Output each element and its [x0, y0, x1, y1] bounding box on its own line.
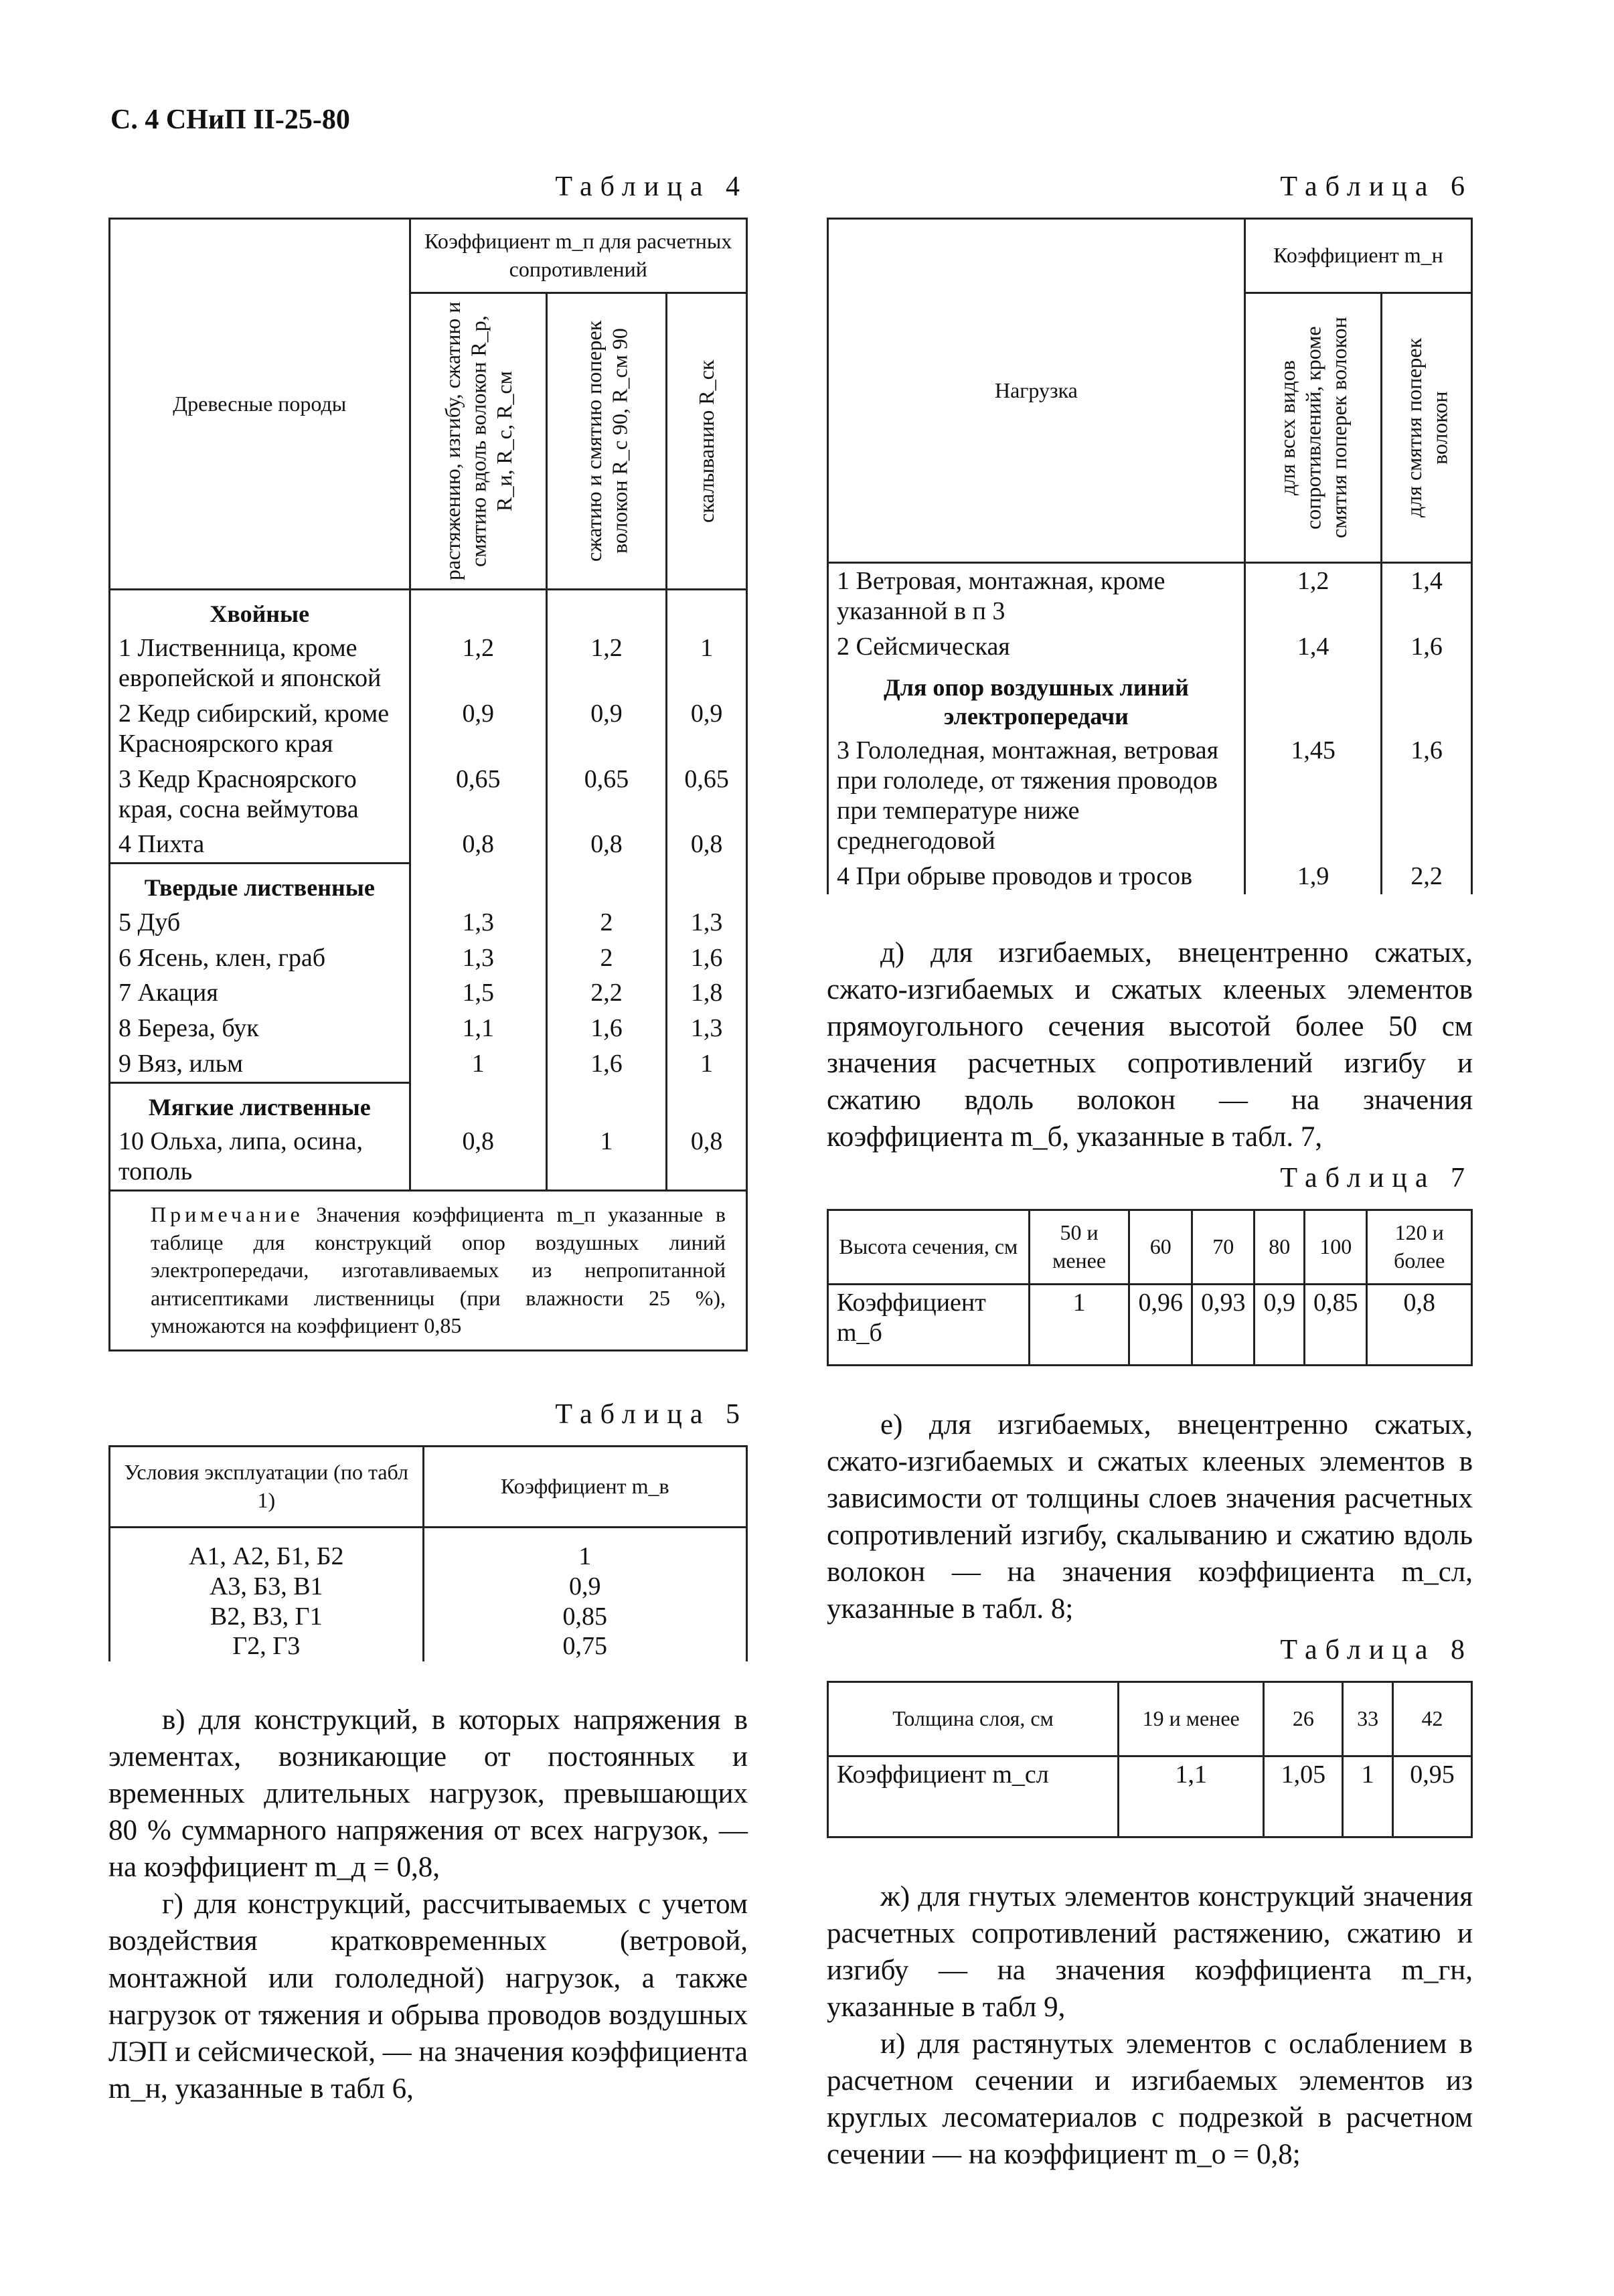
table4-cell: 1,6: [546, 1046, 666, 1082]
table-row: [110, 1046, 747, 1082]
table6-cell: 1,9: [1244, 859, 1381, 894]
table7-value-cell: 0,93: [1192, 1284, 1255, 1365]
table4-cell: 0,65: [667, 762, 747, 827]
table5-cond-cell: Г2, Г3: [110, 1631, 424, 1661]
table4-cell: 1,2: [410, 631, 546, 696]
table7-value-cell: 0,96: [1129, 1284, 1192, 1365]
table4-group-title: Мягкие лиственные: [110, 1082, 410, 1124]
table6-load-header: Нагрузка: [828, 219, 1245, 563]
table4-cell: 1,3: [410, 940, 546, 976]
table7-row-label: Коэффициент m_б: [828, 1284, 1030, 1365]
table4-cell: 0,8: [667, 827, 747, 863]
table4-group-title: Твердые лиственные: [110, 864, 410, 905]
table8-header-cell: 19 и менее: [1119, 1682, 1264, 1756]
table4-cell: 0,8: [410, 1124, 546, 1190]
table5-cond-cell: А3, Б3, В1: [110, 1572, 424, 1602]
table6-cell: 1,45: [1244, 733, 1381, 858]
table4-row-label: 9 Вяз, ильм: [110, 1046, 410, 1082]
table5-cond-cell: В2, В3, Г1: [110, 1602, 424, 1632]
table4-note: [110, 1191, 747, 1351]
table6-col2-header: для смятия поперек волокон: [1401, 337, 1452, 518]
table8-value-cell: 1: [1343, 1756, 1393, 1837]
table7-value-cell: 0,85: [1304, 1284, 1367, 1365]
table-row: [110, 1631, 747, 1661]
table6-caption: Таблица 6: [1280, 171, 1473, 202]
table6-cell: 2,2: [1382, 859, 1472, 894]
table4-cell: 2,2: [546, 975, 666, 1011]
table-row: [110, 905, 747, 940]
table6-row-label: 4 При обрыве проводов и тросов: [828, 859, 1245, 894]
table4-cell: 2: [546, 940, 666, 976]
table4-row-label: 10 Ольха, липа, осина, тополь: [110, 1124, 410, 1190]
table4-cell: 0,65: [410, 762, 546, 827]
table8-value-cell: 0,95: [1392, 1756, 1471, 1837]
table4-col1-header: растяжению, изгибу, сжатию и смятию вдоль волокон R_р, R_и, R_с, R_см: [440, 301, 516, 581]
table4-empty-cell: [667, 864, 747, 905]
table4-empty-cell: [667, 590, 747, 631]
table-row: [828, 733, 1472, 858]
table-row: [828, 629, 1472, 665]
table4-cell: 0,8: [667, 1124, 747, 1190]
table4-row-label: 5 Дуб: [110, 905, 410, 940]
table7-header-cell: 120 и более: [1367, 1210, 1472, 1284]
table4-cell: 0,9: [410, 696, 546, 762]
table5-val-cell: 0,9: [423, 1572, 746, 1602]
table7-value-cell: 0,8: [1367, 1284, 1472, 1365]
table4-cell: 1,5: [410, 975, 546, 1011]
table4-cell: 1: [667, 1046, 747, 1082]
table4-cell: 1,8: [667, 975, 747, 1011]
table4-cell: 0,9: [667, 696, 747, 762]
table4-empty-cell: [667, 1082, 747, 1124]
table5-val-cell: 0,85: [423, 1602, 746, 1632]
table4-cell: 1,2: [546, 631, 666, 696]
table4-group-header: Коэффициент m_п для расчетных сопротивлений: [410, 219, 746, 293]
table4-empty-cell: [546, 590, 666, 631]
table4-cell: 1: [667, 631, 747, 696]
paragraph-i: и) для растянутых элементов с ослаблением в расчетном сечении и изгибаемых элементов из круглых лесоматериалов с подрезкой в расчетном сечении — на коэффициент m_о = 0,8;: [827, 2028, 1473, 2171]
table-row: [110, 940, 747, 976]
table-row: [110, 1602, 747, 1632]
table7-value-cell: 0,9: [1255, 1284, 1305, 1365]
left-column: [108, 171, 748, 2107]
table4-row-label: 8 Береза, бук: [110, 1011, 410, 1046]
table4-row-label: 3 Кедр Красноярского края, сосна веймутова: [110, 762, 410, 827]
table4-cell: 1,3: [410, 905, 546, 940]
table7-header-label: Высота сечения, см: [828, 1210, 1030, 1284]
table4-row-label: 1 Лиственница, кроме европейской и японской: [110, 631, 410, 696]
table7-header-cell: 70: [1192, 1210, 1255, 1284]
table4-row-label: 7 Акация: [110, 975, 410, 1011]
table4-body: [110, 590, 747, 1191]
table5-val-cell: 1: [423, 1527, 746, 1571]
table6: [827, 218, 1473, 894]
table5-body: [110, 1527, 747, 1661]
table4-cell: 0,8: [546, 827, 666, 863]
table7: [827, 1209, 1473, 1366]
table8-header-cell: 26: [1264, 1682, 1343, 1756]
table4-cell: 2: [546, 905, 666, 940]
paragraph-v: в) для конструкций, в которых напряжения в элементах, возникающие от постоянных и временных длительных нагрузок, превышающих 80 % суммарного напряжения от всех нагрузок, — на коэффициент m_д = 0,8,: [108, 1704, 748, 1884]
table8-value-cell: 1,05: [1264, 1756, 1343, 1837]
table-row: [110, 1011, 747, 1046]
table4-empty-cell: [410, 590, 546, 631]
table7-header-cell: 50 и менее: [1029, 1210, 1129, 1284]
table5-header-conditions: Условия эксплуатации (по табл 1): [110, 1446, 424, 1527]
table4-note-text: Значения коэффициента m_п указанные в таблице для конструкций опор воздушных линий электропередачи, изготавливаемых из непропитанной антисептиками лиственницы (при влажности 25 %), умножаются на коэффициент 0,85: [151, 1202, 726, 1338]
table6-coef-header: Коэффициент m_н: [1244, 219, 1471, 293]
table7-value-cell: 1: [1029, 1284, 1129, 1365]
table8: [827, 1681, 1473, 1838]
table8-value-cell: 1,1: [1119, 1756, 1264, 1837]
table4-cell: 1,6: [667, 940, 747, 976]
table4-empty-cell: [410, 1082, 546, 1124]
table4-row-label: 4 Пихта: [110, 827, 410, 863]
right-column: [827, 171, 1473, 2173]
table4-empty-cell: [410, 864, 546, 905]
table8-row-label: Коэффициент m_сл: [828, 1756, 1119, 1837]
table-row: [110, 631, 747, 696]
table4-cell: 1: [546, 1124, 666, 1190]
table4-caption: Таблица 4: [555, 171, 748, 202]
table7-caption: Таблица 7: [1280, 1162, 1473, 1194]
table6-row-label: 3 Гололедная, монтажная, ветровая при гололеде, от тяжения проводов при температуре ниже среднегодовой: [828, 733, 1245, 858]
table4-cell: 0,9: [546, 696, 666, 762]
table7-header-cell: 80: [1255, 1210, 1305, 1284]
paragraph-e: е) для изгибаемых, внецентренно сжатых, сжато-изгибаемых и сжатых клееных элементов в зависимости от толщины слоев значения расчетных сопротивлений изгибу, скалыванию и сжатию вдоль волокон — на значения коэффициента m_сл, указанные в табл. 8;: [827, 1408, 1473, 1625]
table6-cell: 1,4: [1382, 563, 1472, 629]
table8-header-cell: 33: [1343, 1682, 1393, 1756]
table4-cell: 1,1: [410, 1011, 546, 1046]
table4-empty-cell: [546, 864, 666, 905]
table-row: [110, 1527, 747, 1571]
table4-cell: 1: [410, 1046, 546, 1082]
table8-header-label: Толщина слоя, см: [828, 1682, 1119, 1756]
table-row: [110, 696, 747, 762]
table5-header-coef: Коэффициент m_в: [423, 1446, 746, 1527]
table6-cell: 1,6: [1382, 629, 1472, 665]
table6-subgroup-title: Для опор воздушных линий электропередачи: [828, 664, 1245, 733]
table4-cell: 1,6: [546, 1011, 666, 1046]
table4-cell: 0,65: [546, 762, 666, 827]
table6-row-label: 2 Сейсмическая: [828, 629, 1245, 665]
table-row: [110, 827, 747, 863]
table-row: [828, 859, 1472, 894]
page-header: С. 4 СНиП II-25-80: [110, 104, 350, 135]
table8-header-cell: 42: [1392, 1682, 1471, 1756]
table7-header-cell: 60: [1129, 1210, 1192, 1284]
table4-col3-header: скалыванию R_ск: [694, 359, 719, 523]
table4: [108, 218, 748, 1351]
table6-cell: 1,6: [1382, 733, 1472, 858]
paragraph-g: г) для конструкций, рассчитываемых с учетом воздействия кратковременных (ветровой, монтажной или гололедной) нагрузок, а также нагрузок от тяжения и обрыва проводов воздушных ЛЭП и сейсмической, — на значения коэффициента m_н, указанные в табл 6,: [108, 1888, 748, 2105]
table-row: [110, 762, 747, 827]
table-row: [110, 1572, 747, 1602]
table5-cond-cell: А1, А2, Б1, Б2: [110, 1527, 424, 1571]
paragraph-d: д) для изгибаемых, внецентренно сжатых, сжато-изгибаемых и сжатых клееных элементов прямоугольного сечения высотой более 50 см значения расчетных сопротивлений изгибу и сжатию вдоль волокон — на значения коэффициента m_б, указанные в табл. 7,: [827, 936, 1473, 1153]
paragraph-zh: ж) для гнутых элементов конструкций значения расчетных сопротивлений растяжению, сжатию и изгибу — на значения коэффициента m_гн, указанные в табл 9,: [827, 1880, 1473, 2024]
table6-body: [828, 563, 1472, 894]
table-row: [828, 563, 1472, 629]
table4-group-title: Хвойные: [110, 590, 410, 631]
table6-empty-cell: [1382, 664, 1472, 733]
table5-caption: Таблица 5: [555, 1398, 748, 1430]
table4-cell: 1,3: [667, 905, 747, 940]
table-row: [110, 1124, 747, 1190]
table4-row-label: 2 Кедр сибирский, кроме Красноярского края: [110, 696, 410, 762]
table6-row-label: 1 Ветровая, монтажная, кроме указанной в п 3: [828, 563, 1245, 629]
table5-val-cell: 0,75: [423, 1631, 746, 1661]
table6-empty-cell: [1244, 664, 1381, 733]
table6-cell: 1,4: [1244, 629, 1381, 665]
table4-cell: 1,3: [667, 1011, 747, 1046]
table6-col1-header: для всех видов сопротивлений, кроме смятия поперек волокон: [1275, 317, 1351, 539]
table6-cell: 1,2: [1244, 563, 1381, 629]
table-row: [110, 975, 747, 1011]
table5: [108, 1445, 748, 1661]
table4-empty-cell: [546, 1082, 666, 1124]
table8-caption: Таблица 8: [1280, 1634, 1473, 1665]
table4-row-label: 6 Ясень, клен, граб: [110, 940, 410, 976]
table4-col2-header: сжатию и смятию поперек волокон R_с 90, R_см 90: [581, 320, 632, 562]
table4-note-title: Примечание: [151, 1202, 304, 1226]
table4-row-header: Древесные породы: [110, 219, 410, 590]
table7-header-cell: 100: [1304, 1210, 1367, 1284]
table4-cell: 0,8: [410, 827, 546, 863]
